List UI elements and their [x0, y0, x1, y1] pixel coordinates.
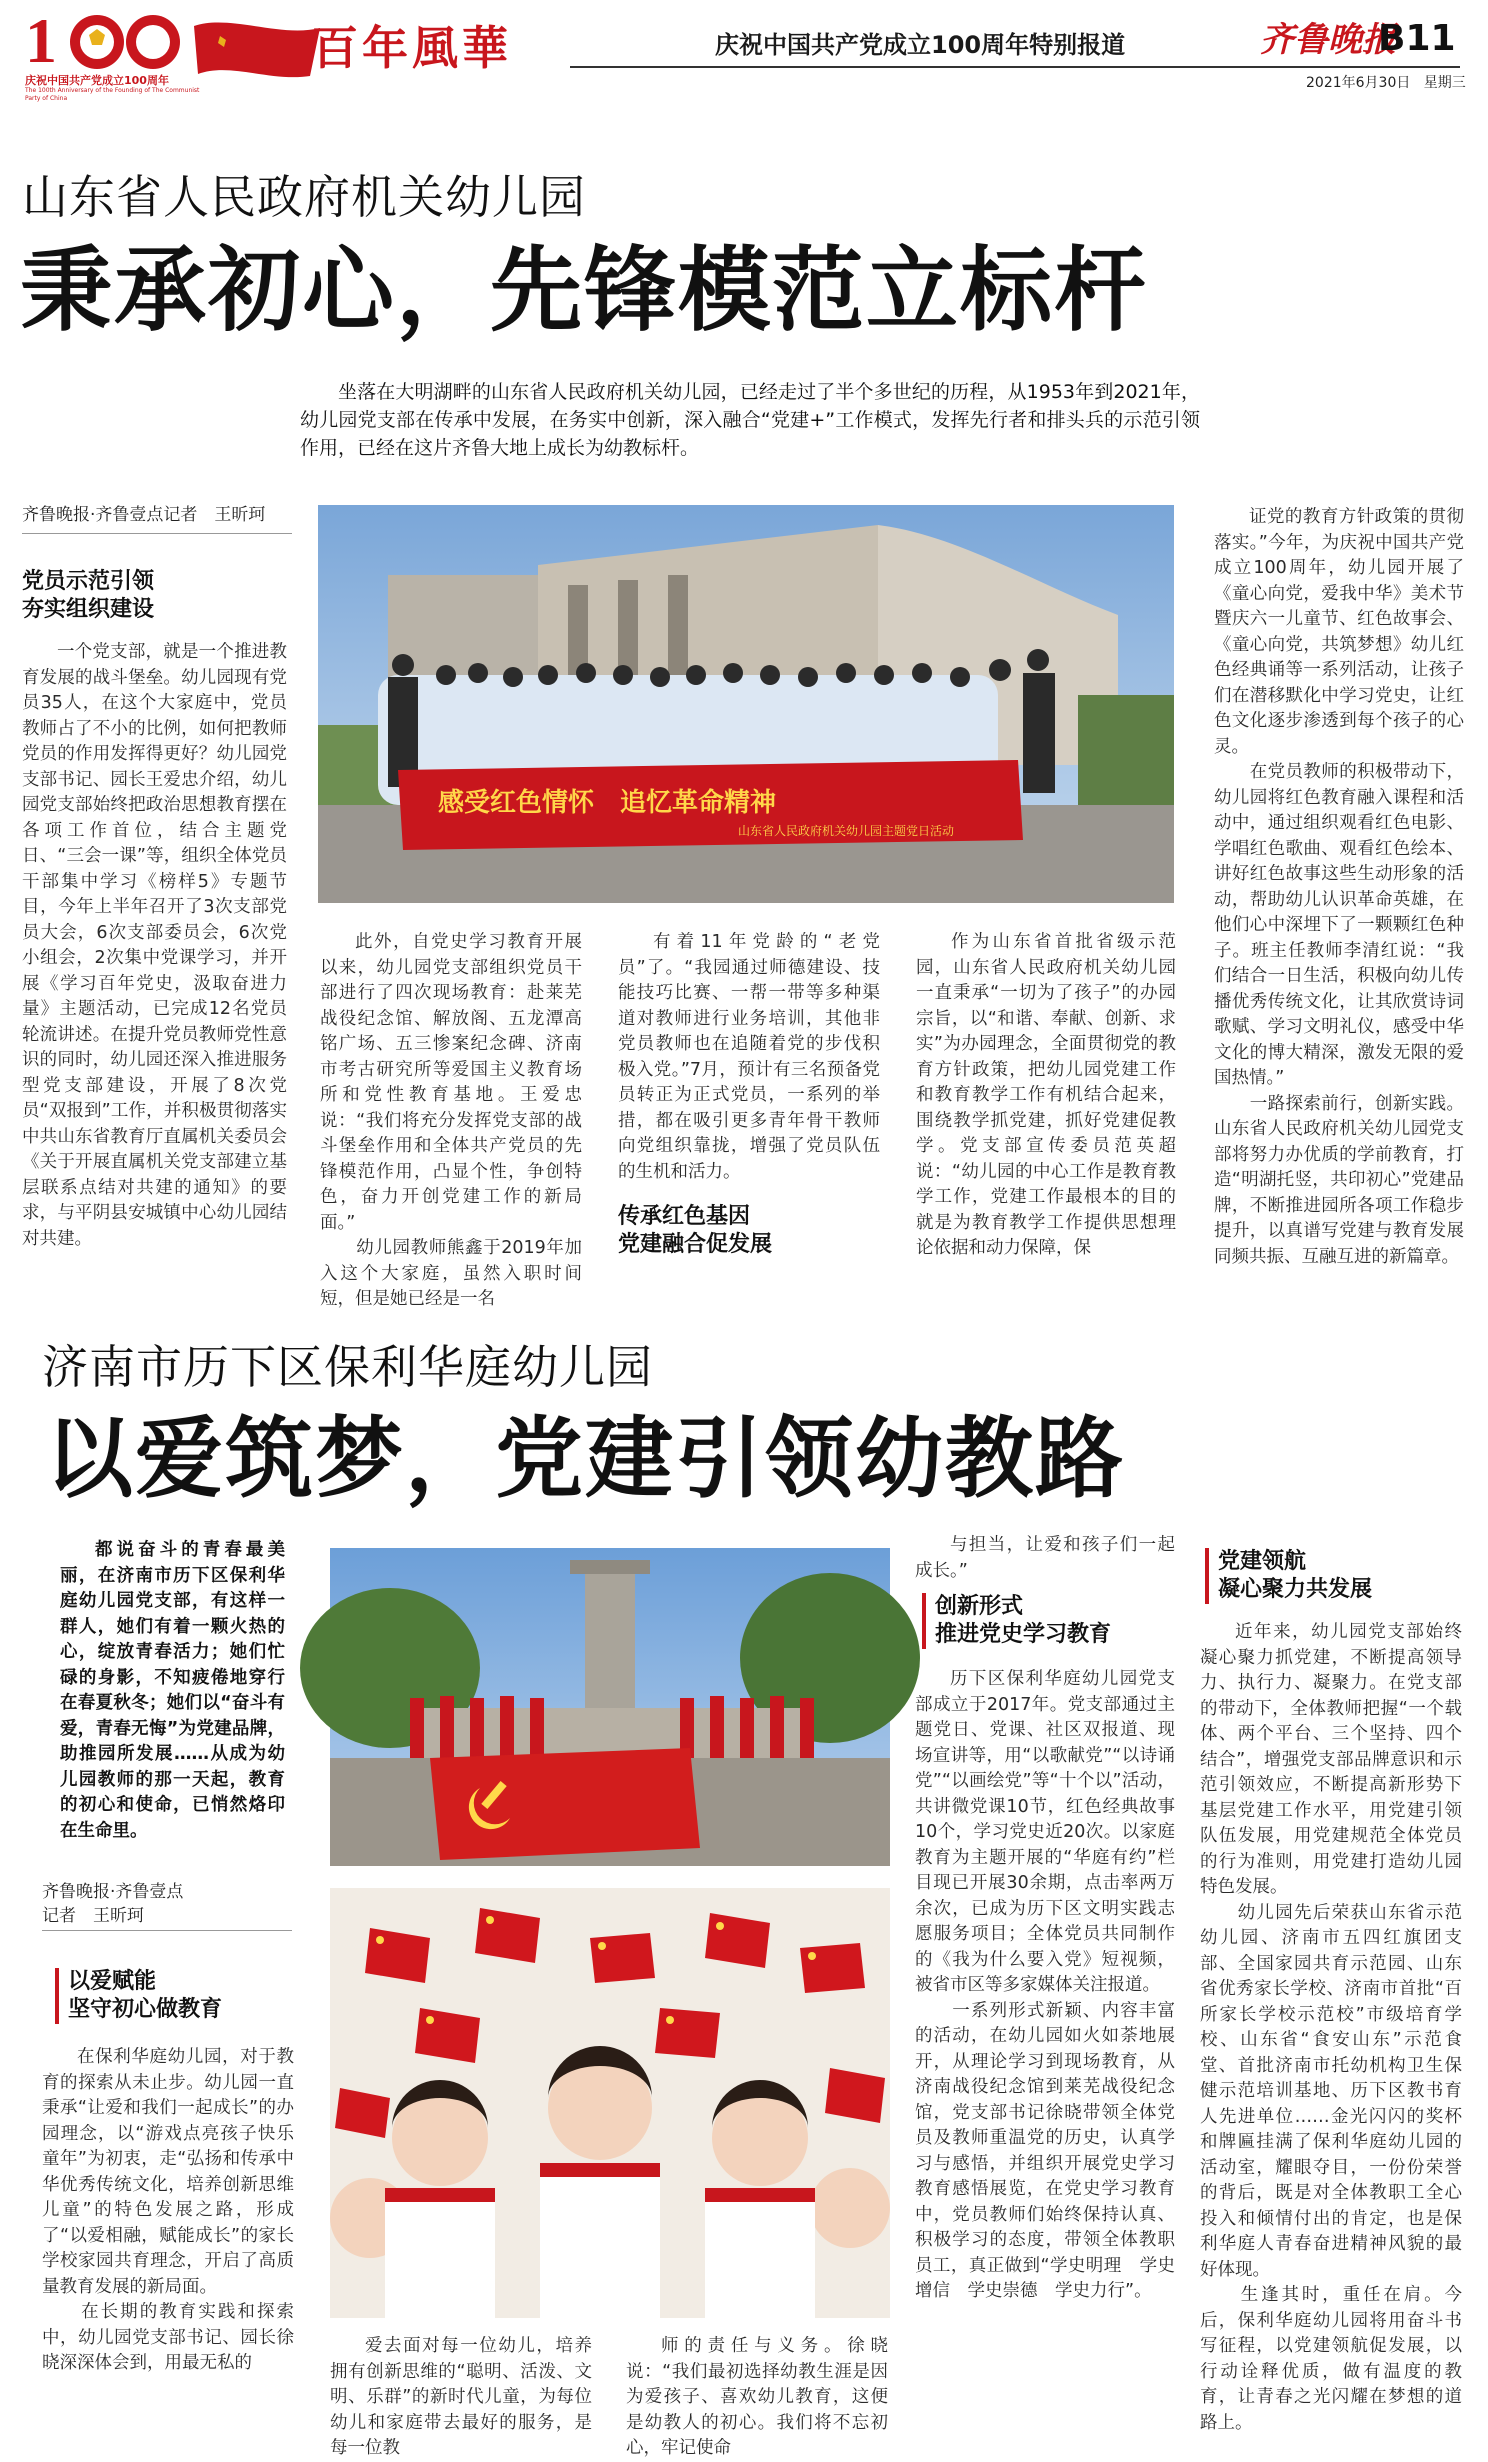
article2-col4-top: 与担当，让爱和孩子们一起成长。”: [915, 1535, 1175, 1581]
article2-subhead1: 以爱赋能 坚守初心做教育: [68, 1969, 223, 2022]
article2-headline: 以爱筑梦，党建引领幼教路: [45, 1407, 1126, 1510]
logo-caption-en: The 100th Anniversary of the Founding of The Communist Party of China: [25, 87, 200, 102]
page-number: B11: [1378, 18, 1456, 59]
article1-subhead2: 传承红色基因 党建融合促发展: [618, 1204, 773, 1257]
article2-col2: 爱去面对每一位幼儿，培养拥有创新思维的“聪明、活泼、文明、乐群”的新时代儿童，为每位幼儿和家庭带去最好的服务，是每一位教: [330, 2336, 592, 2458]
article2-kicker: 济南市历下区保利华庭幼儿园: [42, 1340, 653, 1394]
banner-text: 感受红色情怀 追忆革命精神: [438, 788, 777, 818]
weekday-text: 星期三: [1423, 75, 1466, 91]
subhead3-red-mark: [1205, 1548, 1209, 1604]
article2-col3: 师的责任与义务。徐晓说：“我们最初选择幼教生涯是因为爱孩子、喜欢幼儿教育，这便是幼教人的初心。我们将不忘初心，牢记使命: [626, 2336, 888, 2458]
article1-group-photo: [318, 505, 1174, 903]
article1-col1: 一个党支部，就是一个推进教育发展的战斗堡垒。幼儿园现有党员35人，在这个大家庭中，党员教师占了不小的比例，如何把教师党员的作用发挥得更好？幼儿园党支部书记、园长王爱忠介绍，幼儿园党支部始终把政治思想教育摆在各项工作首位，结合主题党日、“三会一课”等，组织全体党员干部集中学习《榜样5》专题节目，今年上半年召开了3次支部党员大会，6次支部委员会，6次党小组会，2次集中党课学习，并开展《学习百年党史，汲取奋进力量》主题活动，已完成12名党员轮流讲述。在提升党员教师党性意识的同时，幼儿园还深入推进服务型党支部建设，开展了8次党员“双报到”工作，并积极贯彻落实中共山东省教育厅直属机关委员会《关于开展直属机关党支部建立基层联系点结对共建的通知》的要求，与平阴县安城镇中心幼儿园结对共建。: [22, 642, 287, 1249]
article1-kicker: 山东省人民政府机关幼儿园: [22, 170, 586, 224]
article2-monument-photo: [330, 1548, 890, 1866]
article2-subhead3: 党建领航 凝心聚力共发展: [1218, 1549, 1373, 1602]
monument-photo-image: [330, 1548, 890, 1866]
article2-col4: 历下区保利华庭幼儿园党支部成立于2017年。党支部通过主题党日、党课、社区双报道、现场宣讲等，用“以歌献党”“以诗诵党”“以画绘党”等“十个以”活动，共讲微党课10节，红色经典故事10个，学习党史近20次。以家庭教育为主题开展的“华庭有约”栏目现已开展30余期，点击率两万余次，已成为历下区文明实践志愿服务项目；全体党员共同制作的《我为什么要入党》短视频，被省市区等多家媒体关注报道。 一系列形式新颖、内容丰富的活动，在幼儿园如火如荼地展开，从理论学习到现场教育，从济南战役纪念馆到莱芜战役纪念馆，党支部书记徐晓带领全体党员及教师重温党的历史，认真学习与感悟，并组织开展党史学习教育感悟展览，在党史学习教育中，党员教师们始终保持认真、积极学习的态度，带领全体教职员工，真正做到“学史明理 学史增信 学史崇德 学史力行”。: [915, 1669, 1175, 2301]
special-report-label: 庆祝中国共产党成立100周年特别报道: [715, 31, 1126, 59]
issue-date: [1306, 74, 1466, 92]
article2-children-photo: [330, 1888, 890, 2318]
paper-name: 齐鲁晚报: [1260, 20, 1396, 60]
article2-byline: 齐鲁晚报·齐鲁壹点 记者 王昕珂: [42, 1882, 184, 1926]
byline2-rule: [42, 1930, 292, 1931]
subhead-red-mark: [55, 1968, 59, 2024]
header-logo: [25, 5, 200, 102]
article2-col1: 在保利华庭幼儿园，对于教育的探索从未止步。幼儿园一直秉承“让爱和我们一起成长”的办园理念，以“游戏点亮孩子快乐童年”为初衷，走“弘扬和传承中华优秀传统文化，培养创新思维儿童”的特色发展之路，形成了“以爱相融，赋能成长”的家长学校家园共育理念，开启了高质量教育发展的新局面。 在长期的教育实践和探索中，幼儿园党支部书记、园长徐晓深深体会到，用最无私的: [42, 2047, 294, 2373]
article2-col5: 近年来，幼儿园党支部始终凝心聚力抓党建，不断提高领导力、执行力、凝聚力。在党支部的带动下，全体教师把握“一个载体、两个平台、三个坚持、四个结合”，增强党支部品牌意识和示范引领效应，不断提高新形势下基层党建工作水平，用党建引领队伍发展，用党建规范全体党员的行为准则，用党建打造幼儿园特色发展。 幼儿园先后荣获山东省示范幼儿园、济南市五四红旗团支部、全国家园共育示范园、山东省优秀家长学校、济南市首批“百所家长学校示范校”市级培育学校、山东省“食安山东”示范食堂、首批济南市托幼机构卫生保健示范培训基地、历下区教书育人先进单位……金光闪闪的奖杯和牌匾挂满了保利华庭幼儿园的活动室，耀眼夺目，一份份荣誉的背后，既是对全体教职工全心投入和倾情付出的肯定，也是保利华庭人青春奋进精神风貌的最好体现。 生逢其时，重任在肩。今后，保利华庭幼儿园将用奋斗书写征程，以党建领航促发展，以行动诠释优质，做有温度的教育，让青春之光闪耀在梦想的道路上。: [1200, 1622, 1462, 2433]
column-banner: [200, 18, 560, 78]
article1-byline: 齐鲁晚报·齐鲁壹点记者 王昕珂: [22, 505, 266, 525]
byline-rule: [22, 533, 292, 534]
article1-col4: 作为山东省首批省级示范园，山东省人民政府机关幼儿园一直秉承“一切为了孩子”的办园宗旨，以“和谐、奉献、创新、求实”为办园理念，全面贯彻党的教育方针政策，把幼儿园党建工作和教育教学工作有机结合起来，围绕教学抓党建，抓好党建促教学。党支部宣传委员范英超说：“幼儿园的中心工作是教育教学工作，党建工作最根本的目的就是为教育教学工作提供思想理论依据和动力保障，保: [916, 932, 1176, 1258]
article1-col3: 有着11年党龄的“老党员”了。“我园通过师德建设、技能技巧比赛、一帮一带等多种渠道对教师进行业务培训，其他非党员教师也在追随着党的步伐积极入党。”7月，预计有三名预备党员转正为正式党员，一系列的举措，都在吸引更多青年骨干教师向党组织靠拢，增强了党员队伍的生机和活力。: [618, 932, 880, 1182]
article2-subhead2: 创新形式 推进党史学习教育: [935, 1594, 1112, 1647]
children-flags-image: [330, 1888, 890, 2318]
group-photo-image: [318, 505, 1174, 903]
article1-lead: 坐落在大明湖畔的山东省人民政府机关幼儿园，已经走过了半个多世纪的历程，从1953年到2021年，幼儿园党支部在传承中发展，在务实中创新，深入融合“党建+”工作模式，发挥先行者和排头兵的示范引领作用，已经在这片齐鲁大地上成长为幼教标杆。: [300, 381, 1200, 459]
article1-subhead1: 党员示范引领 夯实组织建设: [22, 569, 155, 622]
article2-lead: 都说奋斗的青春最美丽，在济南市历下区保利华庭幼儿园党支部，有这样一群人，她们有着一颗火热的心，绽放青春活力；她们忙碌的身影，不知疲倦地穿行在春夏秋冬；她们以“奋斗有爱，青春无悔”为党建品牌，助推园所发展……从成为幼儿园教师的那一天起，教育的初心和使命，已悄然烙印在生命里。: [60, 1540, 285, 1841]
date-text: 2021年6月30日: [1306, 75, 1411, 91]
centenary-emblem-icon: [25, 5, 200, 76]
article1-headline: 秉承初心，先锋模范立标杆: [20, 237, 1149, 344]
banner-small-text: 山东省人民政府机关幼儿园主题党日活动: [738, 824, 955, 838]
logo-caption: 庆祝中国共产党成立100周年: [25, 74, 169, 87]
article1-col5: 证党的教育方针政策的贯彻落实。”今年，为庆祝中国共产党成立100周年，幼儿园开展了《童心向党，爱我中华》美术节暨庆六一儿童节、红色故事会、《童心向党，共筑梦想》幼儿红色经典诵等一系列活动，让孩子们在潜移默化中学习党史，让红色文化逐步渗透到每个孩子的心灵。 在党员教师的积极带动下，幼儿园将红色教育融入课程和活动中，通过组织观看红色电影、学唱红色歌曲、观看红色绘本、讲好红色故事这些生动形象的活动，帮助幼儿认识革命英雄，在他们心中深埋下了一颗颗红色种子。班主任教师李清红说：“我们结合一日生活，积极向幼儿传播优秀传统文化，让其欣赏诗词歌赋、学习文明礼仪，感受中华文化的博大精深，激发无限的爱国热情。” 一路探索前行，创新实践。山东省人民政府机关幼儿园党支部将努力办优质的学前教育，打造“明湖托竖，共印初心”党建品牌，不断推进园所各项工作稳步提升，以真谱写党建与教育发展同频共振、互融互进的新篇章。: [1214, 507, 1464, 1267]
svg-text:1: 1: [25, 5, 57, 76]
column-name: 百年風華: [312, 21, 512, 75]
subhead2-red-mark: [922, 1593, 926, 1649]
header-rule: [570, 66, 1460, 68]
article1-col2: 此外，自党史学习教育开展以来，幼儿园党支部组织党员干部进行了四次现场教育：赴莱芜战役纪念馆、解放阁、五龙潭高铭广场、五三惨案纪念碑、济南市考古研究所等爱国主义教育场所和党性教育基地。王爱忠说：“我们将充分发挥党支部的战斗堡垒作用和全体共产党员的先锋模范作用，凸显个性，争创特色，奋力开创党建工作的新局面。” 幼儿园教师熊鑫于2019年加入这个大家庭，虽然入职时间短，但是她已经是一名: [320, 932, 582, 1309]
